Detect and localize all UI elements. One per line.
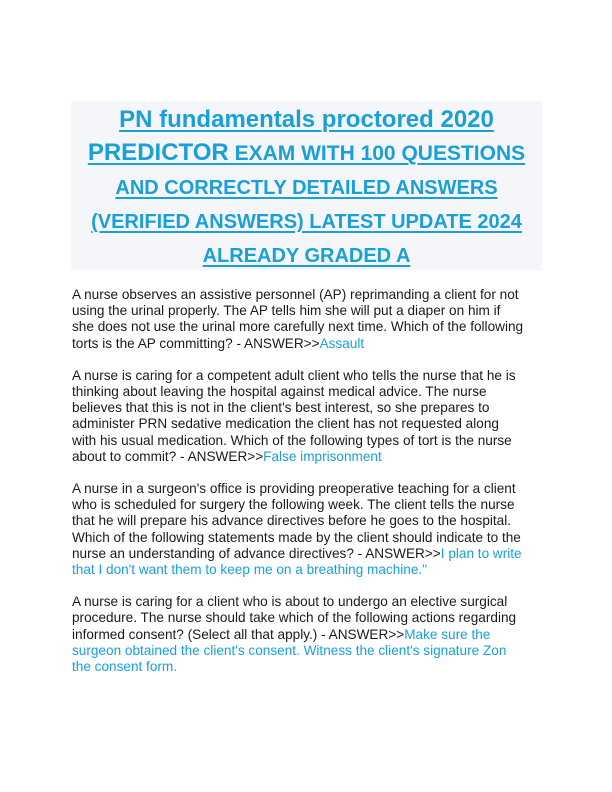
question-item <box>72 287 544 352</box>
title-line-2 <box>71 136 542 171</box>
question-item <box>72 481 544 578</box>
answer-text: Make sure the surgeon obtained the client's consent. Witness the client's signature Zon the consent form. <box>72 626 507 675</box>
title-line-2-rest: EXAM WITH 100 QUESTIONS <box>228 142 526 165</box>
question-text: A nurse in a surgeon's office is providing preoperative teaching for a client who is scheduled for surgery the following week. The client tells the nurse that he will prepare his advance directives before he goes to the hospital. Which of the following statements made by the client should indicate to the nurse an understanding of advance directives? - ANSWER>> <box>72 481 521 561</box>
answer-text: False imprisonment <box>263 448 382 464</box>
title-line-3: AND CORRECTLY DETAILED ANSWERS <box>115 177 498 199</box>
title-line-1: PN fundamentals proctored 2020 <box>119 106 494 133</box>
title-predictor: PREDICTOR <box>87 139 229 166</box>
document-title <box>71 101 542 270</box>
question-list <box>72 287 544 691</box>
question-item <box>72 594 544 675</box>
answer-text: I plan to write that I don't want them to keep me on a breathing machine." <box>72 545 522 578</box>
answer-text: Assault <box>319 335 365 351</box>
title-line-4: (VERIFIED ANSWERS) LATEST UPDATE 2024 <box>91 211 522 233</box>
question-text: A nurse observes an assistive personnel (AP) reprimanding a client for not using the urinal properly. The AP tells him she will put a diaper on him if she does not use the urinal more carefully next time. Which of the following torts is the AP committing? - ANSWER>> <box>72 287 524 351</box>
question-text: A nurse is caring for a client who is about to undergo an elective surgical procedure. The nurse should take which of the following actions regarding informed consent? (Select all that apply.) - ANSWER>> <box>72 594 517 642</box>
title-line-5: ALREADY GRADED A <box>202 245 411 267</box>
question-item <box>72 368 544 465</box>
question-text: A nurse is caring for a competent adult client who tells the nurse that he is thinking about leaving the hospital against medical advice. The nurse believes that this is not in the client's best interest, so she prepares to administer PRN sedative medication the client has not requested along with his usual medication. Which of the following types of tort is the nurse about to commit? - ANSWER>> <box>72 367 516 464</box>
